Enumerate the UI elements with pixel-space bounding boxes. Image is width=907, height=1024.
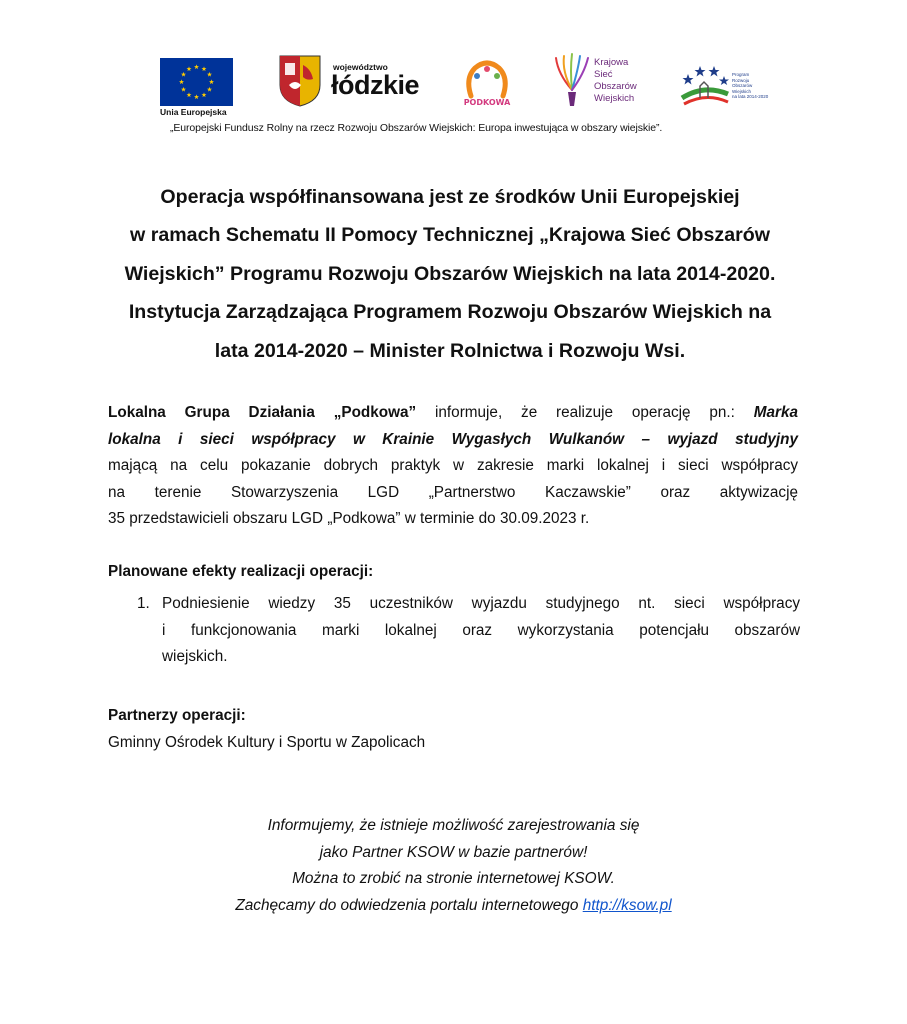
- lodzkie-small-label: województwo: [333, 62, 388, 72]
- ksow-info-block: [0, 813, 907, 919]
- podkowa-horseshoe-logo: [457, 56, 517, 108]
- ksow-logo-text: [594, 57, 637, 105]
- intro-line-3: mającą na celu pokazanie dobrych praktyk w zakresie marki lokalnej i sieci współpracy: [108, 457, 798, 474]
- prow-line: Rozwoju: [732, 77, 750, 83]
- ksow-logo: [552, 52, 592, 108]
- ksow-line: Obszarów: [594, 81, 637, 92]
- intro-line-2: [108, 427, 798, 454]
- lodzkie-big-label: łódzkie: [331, 70, 420, 100]
- fund-line: „Europejski Fundusz Rolny na rzecz Rozwoju Obszarów Wiejskich: Europa inwestująca w obszary wiejskie”.: [170, 122, 663, 134]
- heading-line: Wiejskich” Programu Rozwoju Obszarów Wiejskich na lata 2014-2020.: [124, 262, 776, 285]
- info-line: Zachęcamy do odwiedzenia portalu internetowego: [235, 896, 583, 914]
- heading-line: w ramach Schematu II Pomocy Technicznej „Krajowa Sieć Obszarów: [130, 224, 770, 247]
- info-line-with-link: [0, 893, 907, 920]
- list-item-line: i funkcjonowania marki lokalnej oraz wykorzystania potencjału obszarów: [162, 621, 800, 639]
- prow-line: Program: [732, 72, 750, 77]
- cofinancing-heading: [40, 178, 860, 370]
- list-item: [162, 591, 800, 671]
- list-item-line: wiejskich.: [162, 648, 228, 665]
- ksow-line: Krajowa: [594, 57, 629, 68]
- intro-line-4: na terenie Stowarzyszenia LGD „Partnerstwo Kaczawskie” oraz aktywizację: [108, 483, 798, 501]
- info-line: Można to zrobić na stronie internetowej KSOW.: [292, 870, 615, 887]
- lodzkie-coat-of-arms-logo: [279, 55, 321, 107]
- ksow-portal-link[interactable]: http://ksow.pl: [582, 896, 672, 914]
- intro-paragraph: [108, 400, 798, 533]
- intro-line-5: 35 przedstawicieli obszaru LGD „Podkowa” w terminie do 30.09.2023 r.: [108, 510, 590, 527]
- prow-line: na lata 2014-2020: [732, 94, 769, 99]
- list-item-number: 1.: [137, 595, 150, 612]
- intro-line-1: [108, 400, 798, 427]
- list-item-line: Podniesienie wiedzy 35 uczestników wyjazdu studyjnego nt. sieci współpracy: [162, 595, 800, 612]
- operation-title-part2: lokalna i sieci współpracy w Krainie Wygasłych Wulkanów – wyjazd studyjny: [108, 430, 798, 448]
- organization-name: Lokalna Grupa Działania „Podkowa”: [108, 404, 417, 421]
- partners-title: Partnerzy operacji:: [108, 707, 246, 724]
- info-line: jako Partner KSOW w bazie partnerów!: [319, 843, 588, 861]
- info-line: Informujemy, że istnieje możliwość zarejestrowania się: [267, 817, 640, 834]
- prow-logo-text: [732, 72, 768, 100]
- effects-title: Planowane efekty realizacji operacji:: [108, 563, 374, 580]
- heading-line: lata 2014-2020 – Minister Rolnictwa i Rozwoju Wsi.: [214, 339, 686, 362]
- partner-name: Gminny Ośrodek Kultury i Sportu w Zapolicach: [108, 734, 426, 751]
- eu-caption: Unia Europejska: [160, 107, 227, 117]
- prow-line: Obszarów: [732, 83, 753, 88]
- eu-flag-logo: [160, 58, 233, 106]
- intro-text: informuje, że realizuje operację pn.:: [416, 404, 754, 421]
- prow-line: Wiejskich: [732, 88, 752, 94]
- ksow-line: Sieć: [594, 69, 613, 80]
- effects-list: [137, 591, 800, 671]
- podkowa-logo-text: PODKOWA: [463, 98, 511, 107]
- ksow-line: Wiejskich: [594, 93, 635, 104]
- operation-title-part1: Marka: [753, 404, 798, 421]
- prow-logo: [678, 60, 730, 108]
- heading-line: Operacja współfinansowana jest ze środków Unii Europejskiej: [160, 186, 740, 208]
- heading-line: Instytucja Zarządzająca Programem Rozwoju Obszarów Wiejskich na: [128, 301, 772, 324]
